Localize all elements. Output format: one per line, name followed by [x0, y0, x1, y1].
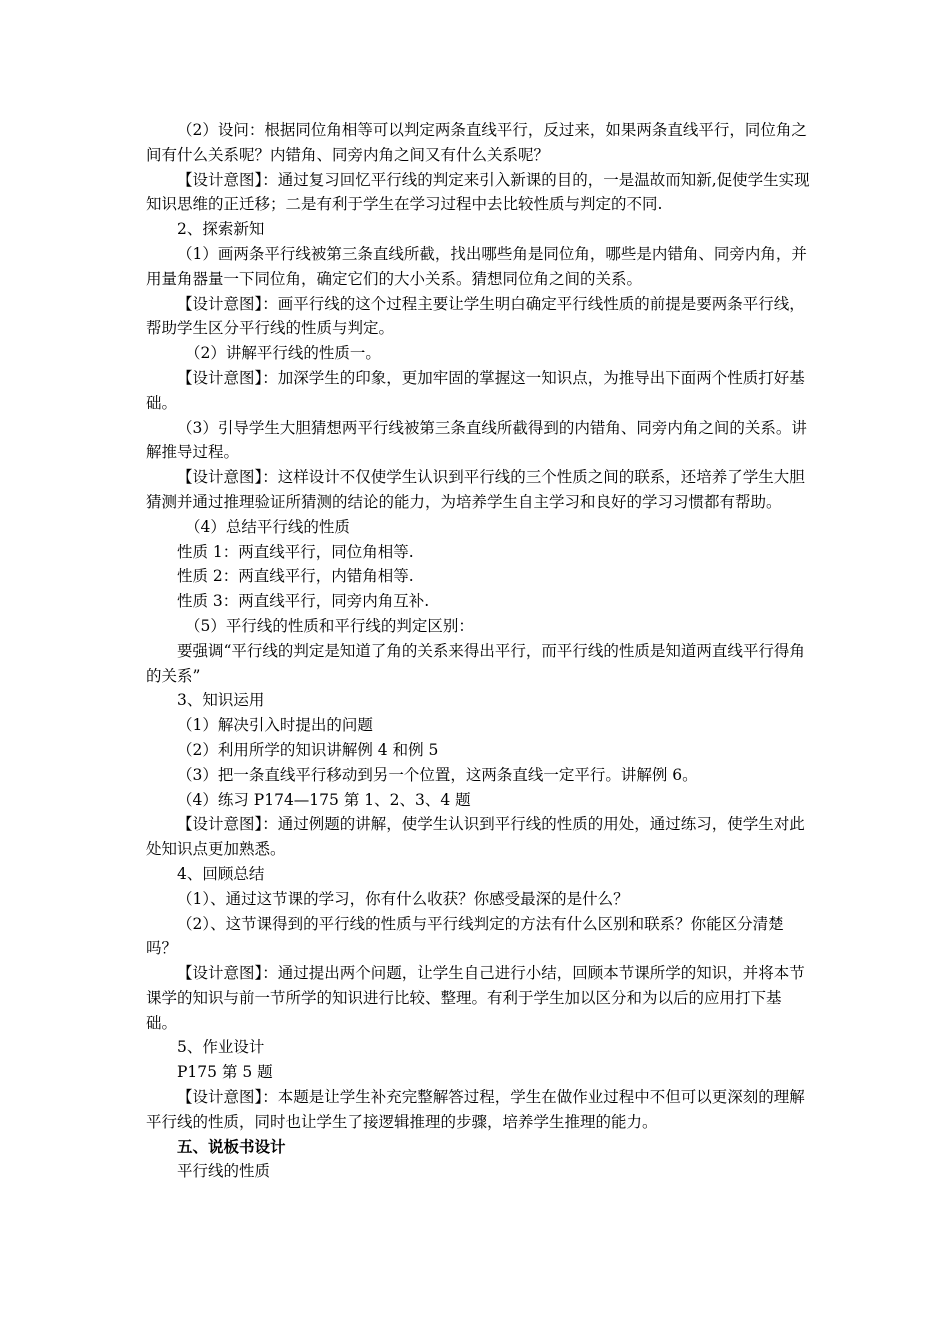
paragraph: 【设计意图】：本题是让学生补充完整解答过程，学生在做作业过程中不但可以更深刻的理解平行线的性质，同时也让学生了接逻辑推理的步骤，培养学生推理的能力。: [146, 1088, 805, 1131]
paragraph: 2、探索新知: [177, 220, 265, 239]
paragraph: （3）引导学生大胆猜想两平行线被第三条直线所截得到的内错角、同旁内角之间的关系。讲解推导过程。: [146, 418, 807, 462]
document-page: [146, 118, 811, 1184]
paragraph: （2）设问：根据同位角相等可以判定两条直线平行，反过来，如果两条直线平行，同位角之间有什么关系呢？内错角、同旁内角之间又有什么关系呢？: [146, 121, 807, 164]
paragraph: （1）解决引入时提出的问题: [177, 716, 373, 735]
paragraph: （4）总结平行线的性质: [185, 517, 350, 536]
paragraph: 4、回顾总结: [177, 864, 265, 883]
paragraph: （2）讲解平行线的性质一。: [185, 344, 381, 363]
section-heading: 五、说板书设计: [177, 1136, 286, 1156]
paragraph: （1）、通过这节课的学习，你有什么收获？你感受最深的是什么？: [177, 889, 629, 908]
paragraph: 【设计意图】：加深学生的印象，更加牢固的掌握这一知识点，为推导出下面两个性质打好基础。: [146, 368, 805, 412]
paragraph: （5）平行线的性质和平行线的判定区别：: [185, 616, 474, 635]
paragraph: 5、作业设计: [177, 1038, 265, 1057]
paragraph: P175 第 5 题: [177, 1063, 273, 1082]
paragraph: （2）、这节课得到的平行线的性质与平行线判定的方法有什么区别和联系？你能区分清楚吗？: [146, 914, 784, 958]
paragraph: 【设计意图】：画平行线的这个过程主要让学生明白确定平行线性质的前提是要两条平行线，帮助学生区分平行线的性质与判定。: [146, 294, 805, 338]
paragraph: （3）把一条直线平行移动到另一个位置，这两条直线一定平行。讲解例 6。: [177, 765, 698, 784]
paragraph: 平行线的性质: [177, 1162, 271, 1181]
paragraph: 3、知识运用: [177, 691, 265, 710]
paragraph: 要强调“平行线的判定是知道了角的关系来得出平行，而平行线的性质是知道两直线平行得角的关系”: [146, 641, 805, 685]
paragraph: 【设计意图】：通过例题的讲解，使学生认识到平行线的性质的用处，通过练习，使学生对此处知识点更加熟悉。: [146, 815, 805, 859]
paragraph: 性质 2：两直线平行，内错角相等.: [177, 567, 414, 586]
paragraph: （1）画两条平行线被第三条直线所截，找出哪些角是同位角，哪些是内错角、同旁内角，并用量角器量一下同位角，确定它们的大小关系。猜想同位角之间的关系。: [146, 244, 807, 288]
paragraph: 性质 3：两直线平行，同旁内角互补.: [177, 592, 430, 611]
paragraph: （4）练习 P174—175 第 1、2、3、4 题: [177, 790, 471, 809]
paragraph: 性质 1：两直线平行，同位角相等.: [177, 542, 414, 561]
paragraph: 【设计意图】：这样设计不仅使学生认识到平行线的三个性质之间的联系，还培养了学生大胆猜测并通过推理验证所猜测的结论的能力，为培养学生自主学习和良好的学习习惯都有帮助。: [146, 468, 805, 511]
paragraph: 【设计意图】：通过提出两个问题，让学生自己进行小结，回顾本节课所学的知识，并将本节课学的知识与前一节所学的知识进行比较、整理。有利于学生加以区分和为以后的应用打下基础。: [146, 964, 805, 1032]
paragraph: 【设计意图】：通过复习回忆平行线的判定来引入新课的目的，一是温故而知新,促使学生实现知识思维的正迁移；二是有利于学生在学习过程中去比较性质与判定的不同.: [146, 170, 810, 214]
paragraph: （2）利用所学的知识讲解例 4 和例 5: [177, 740, 439, 759]
